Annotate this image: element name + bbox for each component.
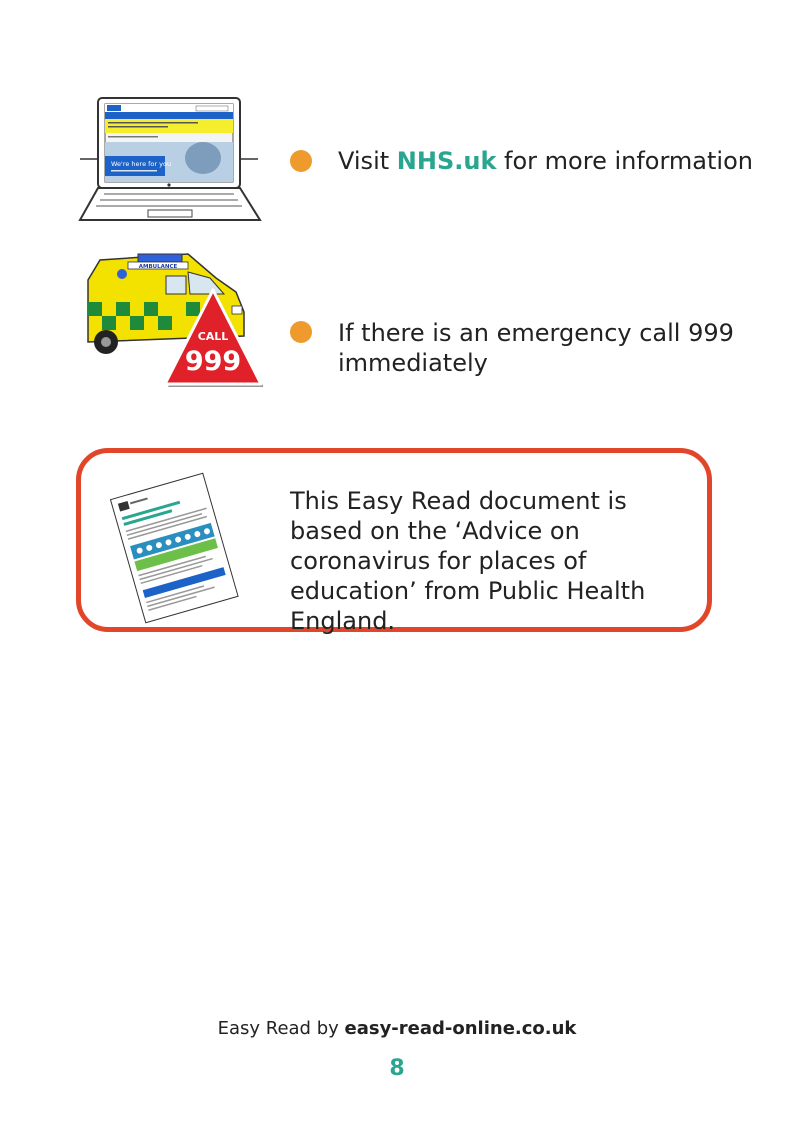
visit-suffix: for more information [496,147,753,175]
call-sign-number: 999 [184,346,242,377]
info-text: This Easy Read document is based on the ‘Advice on coronavirus for places of education’ from Public Health England. [290,487,646,635]
credit-prefix: Easy Read by [217,1018,345,1039]
ambulance-label: AMBULANCE [138,264,178,270]
bullet-dot [290,150,312,172]
nhs-info-text [338,146,758,176]
laptop-icon [78,96,262,224]
document-thumbnail-icon [104,470,244,624]
nhs-link[interactable]: NHS.uk [396,147,497,175]
page-number: 8 [389,1056,405,1081]
visit-prefix: Visit [338,147,397,175]
ambulance-icon [78,250,263,390]
emergency-text: If there is an emergency call 999 immediately [338,319,734,377]
call-sign-top: CALL [197,330,229,343]
credit-site[interactable]: easy-read-online.co.uk [344,1018,577,1039]
footer-credit [0,1018,794,1040]
laptop-screen-heading: We're here for you [111,160,172,168]
bullet-dot [290,321,312,343]
